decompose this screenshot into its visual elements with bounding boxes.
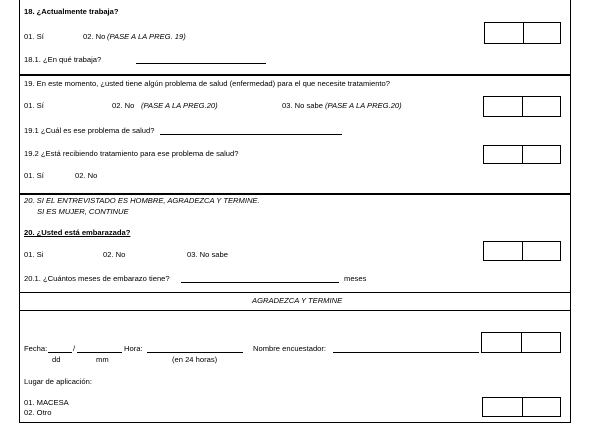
divider-19-20 <box>19 193 571 195</box>
q18-code-box[interactable] <box>484 22 561 44</box>
place-label: Lugar de aplicación: <box>24 377 92 386</box>
hour-caption: (en 24 horas) <box>172 355 218 364</box>
q20-question: 20. ¿Usted está embarazada? <box>24 228 131 237</box>
q19-2-question: 19.2 ¿Está recibiendo tratamiento para ese problema de salud? <box>24 149 239 158</box>
q20-code-box[interactable] <box>483 241 561 261</box>
q20-1-unit: meses <box>344 274 367 283</box>
divider-closing-thanks <box>19 310 571 311</box>
frame-left-border <box>19 0 20 423</box>
place-code-box[interactable] <box>482 397 561 417</box>
divider-20-closing <box>19 292 571 293</box>
q19-2-code-box[interactable] <box>483 145 561 164</box>
q19-option-no[interactable]: 02. No <box>112 101 135 110</box>
hour-label: Hora: <box>124 344 143 353</box>
hour-line[interactable] <box>147 352 243 353</box>
q19-1-question: 19.1 ¿Cuál es ese problema de salud? <box>24 126 155 135</box>
interviewer-code-box[interactable] <box>481 332 561 353</box>
closing-thanks: AGRADEZCA Y TERMINE <box>252 296 343 305</box>
q20-1-question: 20.1. ¿Cuántos meses de embarazo tiene? <box>24 274 170 283</box>
q19-option-yes[interactable]: 01. Sí <box>24 101 44 110</box>
q19-2-option-no[interactable]: 02. No <box>75 171 98 180</box>
q20-instruction-line1: 20. SI EL ENTREVISTADO ES HOMBRE, AGRADEZCA Y TERMINE. <box>24 196 260 205</box>
place-option-macesa[interactable]: 01. MACESA <box>24 398 69 407</box>
date-day-line[interactable] <box>48 352 72 353</box>
q19-question: 19. En este momento, ¿usted tiene algún problema de salud (enfermedad) para el que necesite tratamiento? <box>24 79 390 88</box>
frame-bottom-border <box>19 422 571 423</box>
q19-1-answer-line[interactable] <box>160 134 342 135</box>
date-month-caption: mm <box>96 355 109 364</box>
q18-option-yes[interactable]: 01. Sí <box>24 32 44 41</box>
date-day-caption: dd <box>52 355 61 364</box>
q18-1-question: 18.1. ¿En qué trabaja? <box>24 55 102 64</box>
q20-option-no[interactable]: 02. No <box>103 250 126 259</box>
q19-no-skip-note: (PASE A LA PREG.20) <box>141 101 218 110</box>
q19-code-box[interactable] <box>483 96 561 117</box>
divider-18-19 <box>19 74 571 76</box>
q19-dont-know-skip-note: (PASE A LA PREG.20) <box>325 101 402 110</box>
date-month-line[interactable] <box>77 352 122 353</box>
interviewer-line[interactable] <box>333 352 479 353</box>
q20-1-answer-line[interactable] <box>181 282 339 283</box>
q20-option-yes[interactable]: 01. Si <box>24 250 44 259</box>
frame-right-border <box>570 0 571 423</box>
q19-2-option-yes[interactable]: 01. Sí <box>24 171 44 180</box>
q18-1-answer-line[interactable] <box>136 63 266 64</box>
q19-option-dont-know[interactable]: 03. No sabe <box>282 101 323 110</box>
date-separator: / <box>73 344 76 353</box>
date-label: Fecha: <box>24 344 48 353</box>
place-option-other[interactable]: 02. Otro <box>24 408 52 417</box>
q18-option-no[interactable]: 02. No <box>83 32 106 41</box>
q20-option-dont-know[interactable]: 03. No sabe <box>187 250 228 259</box>
q18-question: 18. ¿Actualmente trabaja? <box>24 7 119 16</box>
q18-skip-note: (PASE A LA PREG. 19) <box>107 32 186 41</box>
interviewer-label: Nombre encuestador: <box>253 344 327 353</box>
q20-instruction-line2: SI ES MUJER, CONTINUE <box>37 207 129 216</box>
